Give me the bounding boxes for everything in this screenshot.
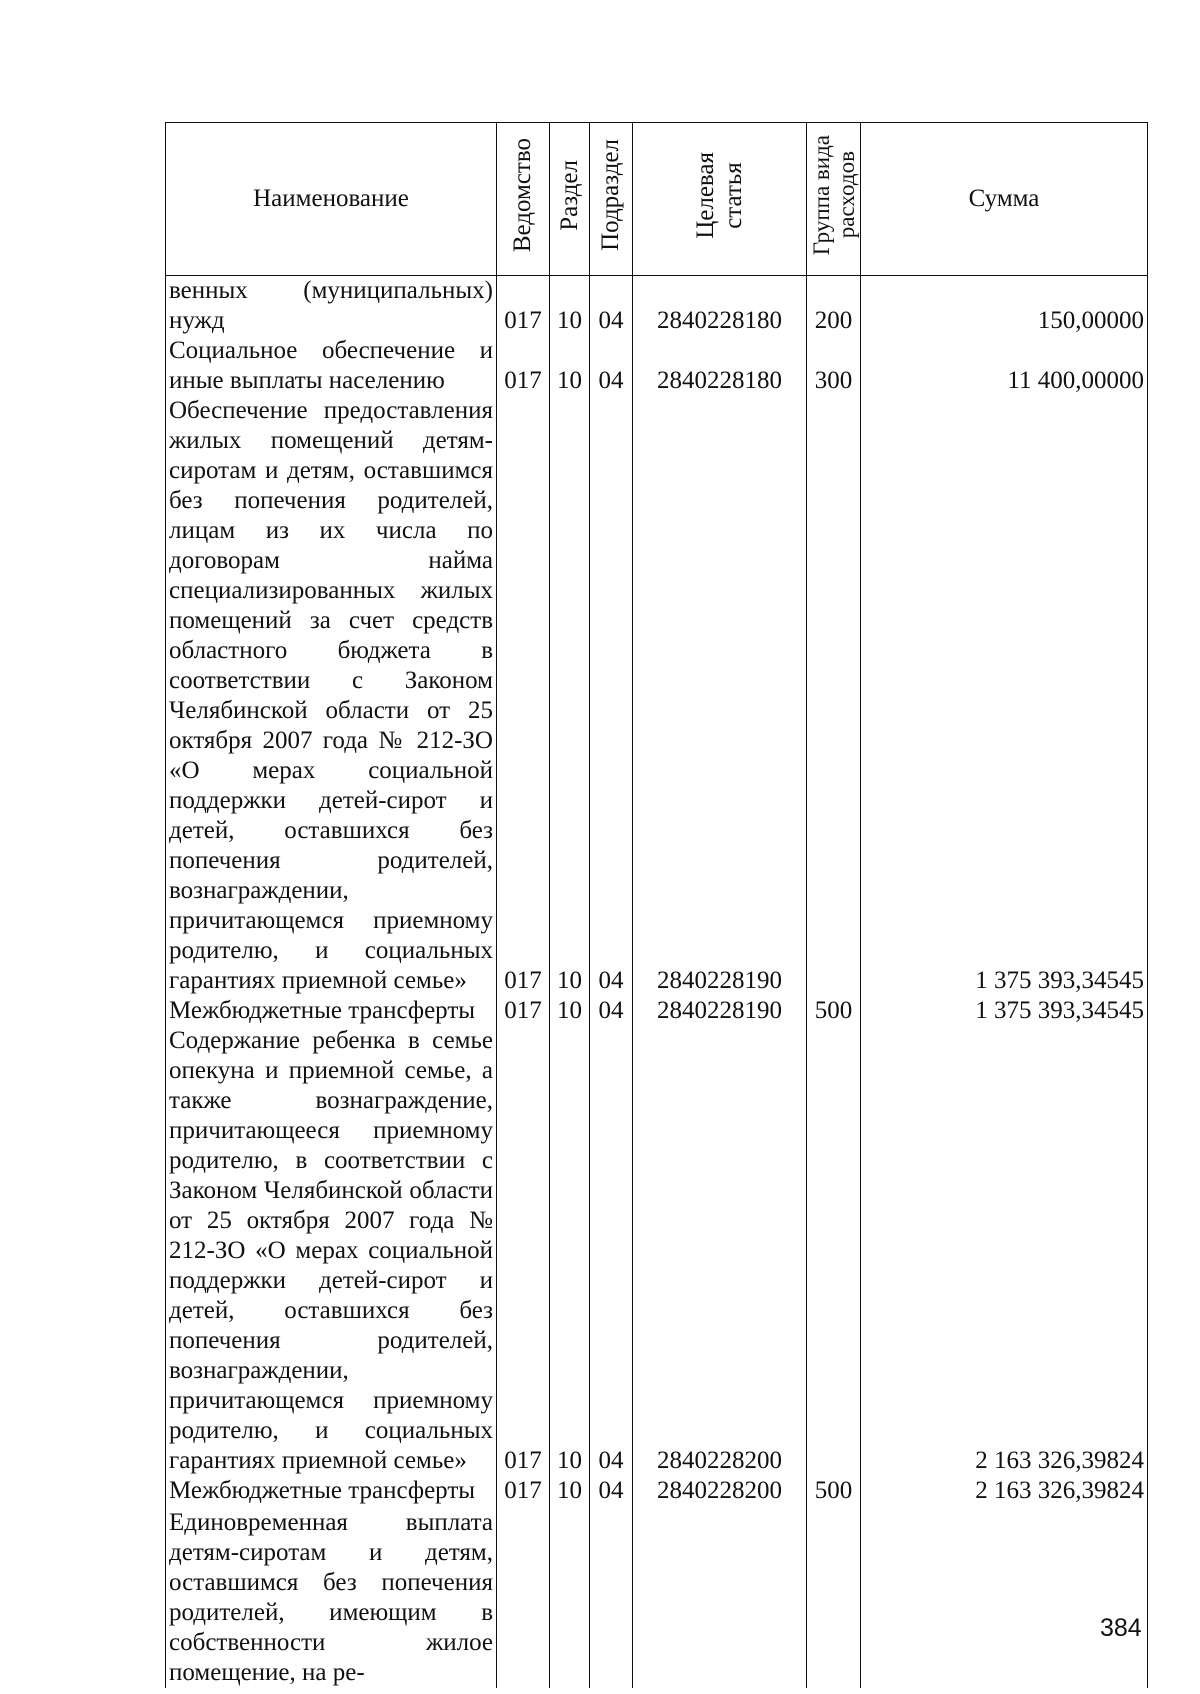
table-header-row [166, 123, 1148, 276]
table-row [166, 1506, 1148, 1688]
row-expense-group: 500 [807, 996, 861, 1026]
row-target-item: 2840228180 [633, 276, 807, 337]
row-target-item: 2840228200 [633, 1476, 807, 1506]
row-department: 017 [497, 1026, 550, 1476]
row-subsection [590, 1506, 633, 1688]
row-department: 017 [497, 336, 550, 396]
row-amount: 11 400,00000 [861, 336, 1148, 396]
row-target-item: 2840228190 [633, 996, 807, 1026]
table-row [166, 1476, 1148, 1506]
row-name: Межбюджетные трансферты [166, 996, 497, 1026]
row-section: 10 [550, 336, 590, 396]
row-department: 017 [497, 276, 550, 337]
row-name: Единовременная выплата детям-сиротам и детям, оставшимся без попечения родителей, имеющим в собственности жилое помещение, на ре- [166, 1506, 497, 1688]
row-amount: 150,00000 [861, 276, 1148, 337]
row-expense-group [807, 1506, 861, 1688]
table-row [166, 1026, 1148, 1476]
row-department: 017 [497, 996, 550, 1026]
budget-table-container [165, 122, 1147, 1688]
row-name: Содержание ребенка в семье опекуна и приемной семье, а также вознаграждение, причитающееся приемному родителю, в соответствии с Законом Челябинской области от 25 октября 2007 года № 212-ЗО «О мерах социальной поддержки детей-сирот и детей, оставшихся без попечения родителей, вознаграждении, причитающемся приемному родителю, и социальных гарантиях приемной семье» [166, 1026, 497, 1476]
row-section [550, 1506, 590, 1688]
row-section: 10 [550, 396, 590, 996]
row-section: 10 [550, 996, 590, 1026]
row-expense-group: 200 [807, 276, 861, 337]
table-row [166, 396, 1148, 996]
row-subsection: 04 [590, 1026, 633, 1476]
row-expense-group [807, 396, 861, 996]
header-section: Раздел [550, 123, 590, 276]
row-target-item: 2840228180 [633, 336, 807, 396]
table-row [166, 996, 1148, 1026]
row-subsection: 04 [590, 276, 633, 337]
row-amount: 1 375 393,34545 [861, 396, 1148, 996]
row-expense-group: 500 [807, 1476, 861, 1506]
header-expense-group: Группа вида расходов [807, 123, 861, 276]
page-number: 384 [1100, 1614, 1142, 1642]
row-target-item [633, 1506, 807, 1688]
header-department: Ведомство [497, 123, 550, 276]
row-expense-group [807, 1026, 861, 1476]
row-department: 017 [497, 396, 550, 996]
row-subsection: 04 [590, 1476, 633, 1506]
row-name: венных (муниципальных) нужд [166, 276, 497, 337]
header-subsection: Подраздел [590, 123, 633, 276]
row-target-item: 2840228190 [633, 396, 807, 996]
row-expense-group: 300 [807, 336, 861, 396]
row-amount: 2 163 326,39824 [861, 1476, 1148, 1506]
header-target-item: Целевая статья [633, 123, 807, 276]
row-department [497, 1506, 550, 1688]
row-amount [861, 1506, 1148, 1688]
row-amount: 2 163 326,39824 [861, 1026, 1148, 1476]
row-subsection: 04 [590, 996, 633, 1026]
row-department: 017 [497, 1476, 550, 1506]
row-section: 10 [550, 1026, 590, 1476]
header-amount: Сумма [861, 123, 1148, 276]
row-name: Обеспечение предоставления жилых помещений детям-сиротам и детям, оставшимся без попечения родителей, лицам из их числа по договорам найма специализированных жилых помещений за счет средств областного бюджета в соответствии с Законом Челябинской области от 25 октября 2007 года № 212-ЗО «О мерах социальной поддержки детей-сирот и детей, оставшихся без попечения родителей, вознаграждении, причитающемся приемному родителю, и социальных гарантиях приемной семье» [166, 396, 497, 996]
row-name: Социальное обеспечение и иные выплаты населению [166, 336, 497, 396]
row-section: 10 [550, 1476, 590, 1506]
table-row [166, 336, 1148, 396]
row-subsection: 04 [590, 336, 633, 396]
row-amount: 1 375 393,34545 [861, 996, 1148, 1026]
row-name: Межбюджетные трансферты [166, 1476, 497, 1506]
row-section: 10 [550, 276, 590, 337]
header-name: Наименование [166, 123, 497, 276]
table-row [166, 276, 1148, 337]
budget-table [165, 122, 1148, 1688]
row-target-item: 2840228200 [633, 1026, 807, 1476]
row-subsection: 04 [590, 396, 633, 996]
